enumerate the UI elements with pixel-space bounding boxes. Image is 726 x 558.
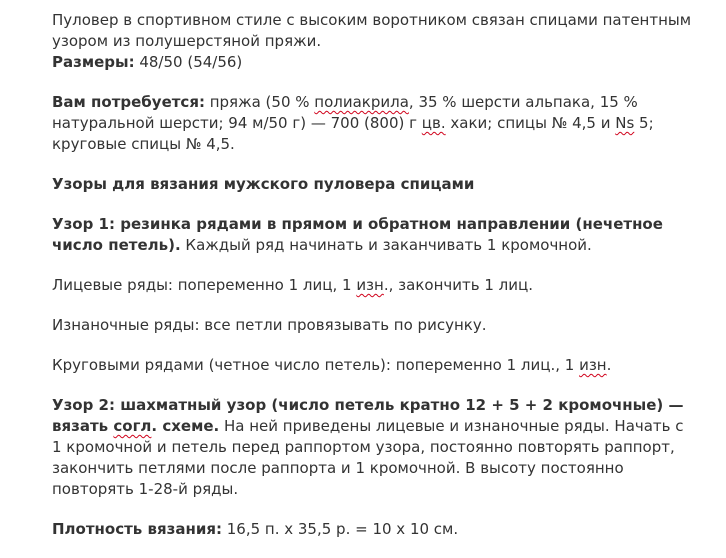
misspelled-word: Ns xyxy=(615,114,635,132)
sizes-value: 48/50 (54/56) xyxy=(134,53,243,71)
misspelled-word: цв. xyxy=(421,114,446,132)
purl-rows-paragraph xyxy=(52,315,692,336)
gauge-paragraph xyxy=(52,519,692,540)
patterns-heading-text: Узоры для вязания мужского пуловера спицами xyxy=(52,175,475,193)
materials-text-2: , 35 % шерсти альпака, 15 % натуральной шерсти; 94 м/50 г) — 700 (800) г xyxy=(52,93,638,132)
gauge-value: 16,5 п. х 35,5 р. = 10 х 10 см. xyxy=(221,520,459,538)
misspelled-word: изн xyxy=(356,276,384,294)
materials-paragraph xyxy=(52,92,692,155)
round-rows-text-2: . xyxy=(606,356,612,374)
knit-rows-text-1: Лицевые ряды: попеременно 1 лиц, 1 xyxy=(52,276,357,294)
pattern1-text: Каждый ряд начинать и заканчивать 1 кромочной. xyxy=(180,236,592,254)
patterns-heading xyxy=(52,174,692,195)
misspelled-word: полиакрила xyxy=(314,93,409,111)
materials-label: Вам потребуется: xyxy=(52,93,205,111)
pattern2-title-text-1: Узор 2: шахматный узор (число петель кратно 12 + 5 + 2 кромочные) — вязать xyxy=(52,396,684,435)
misspelled-word: согл xyxy=(113,417,152,435)
intro-paragraph xyxy=(52,10,692,73)
materials-text-1: пряжа (50 % xyxy=(204,93,315,111)
pattern2-text: На ней приведены лицевые и изнаночные ряды. Начать с 1 кромочной и петель перед раппортом узора, постоянно повторять раппорт, закончить петлями после раппорта и 1 кромочной. В высоту постоянно повторять 1-28-й ряды. xyxy=(52,417,684,498)
pattern2-title-text-2: . схеме. xyxy=(151,417,220,435)
purl-rows-text: Изнаночные ряды: все петли провязывать по рисунку. xyxy=(52,316,487,334)
materials-text-3: хаки; спицы № 4,5 и xyxy=(445,114,616,132)
pattern1-paragraph xyxy=(52,214,692,256)
knit-rows-text-2: ., закончить 1 лиц. xyxy=(383,276,533,294)
round-rows-paragraph xyxy=(52,355,692,376)
knit-rows-paragraph xyxy=(52,275,692,296)
round-rows-text-1: Круговыми рядами (четное число петель): попеременно 1 лиц., 1 xyxy=(52,356,580,374)
sizes-label: Размеры: xyxy=(52,53,135,71)
materials-text-4: 5; круговые спицы № 4,5. xyxy=(52,114,654,153)
pattern1-title: Узор 1: резинка рядами в прямом и обратном направлении (нечетное число петель). xyxy=(52,215,663,254)
article-body xyxy=(52,10,692,540)
pattern2-paragraph xyxy=(52,395,692,500)
misspelled-word: изн xyxy=(579,356,607,374)
intro-text: Пуловер в спортивном стиле с высоким воротником связан спицами патентным узором из полушерстяной пряжи. xyxy=(52,11,692,50)
gauge-label: Плотность вязания: xyxy=(52,520,222,538)
